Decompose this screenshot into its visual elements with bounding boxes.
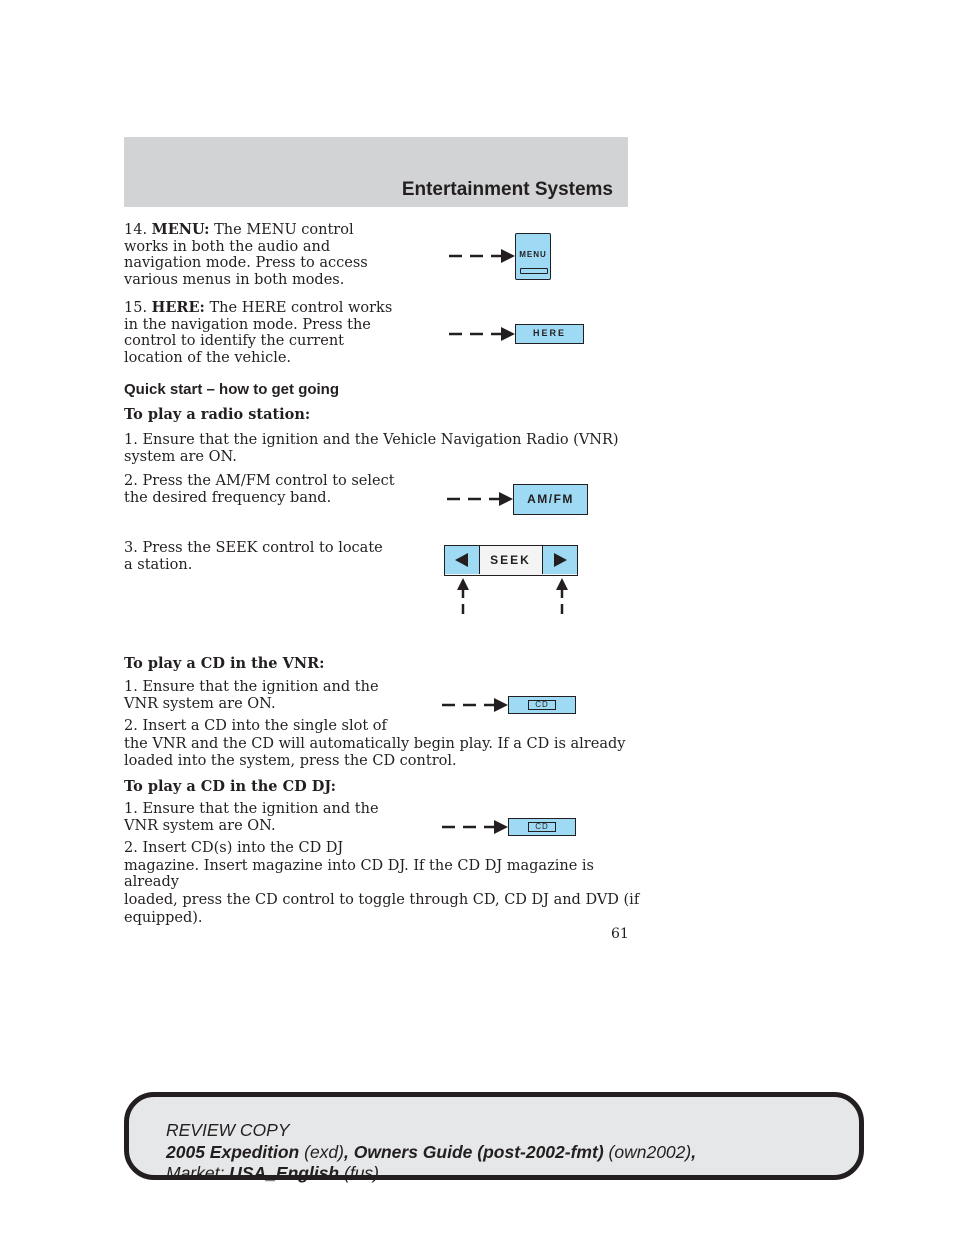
arrow-icon [449,326,515,342]
triangle-left-icon [445,546,479,574]
arrow-icon [447,491,513,507]
arrow-up-icon [455,576,471,620]
document-info: 2005 Expedition (exd), Owners Guide (post-2002-fmt) (own2002), [166,1142,697,1162]
cd-vnr-steps: 1. Ensure that the ignition and the VNR system are ON. 2. Insert a CD into the single slot of the VNR and the CD will automatically begin play. If a CD is already loaded into the system, press the CD control. [124,679,626,770]
amfm-button[interactable]: AM/FM [513,484,588,515]
menu-description: 14. MENU: The MENU control works in both the audio and navigation mode. Press to access various menus in both modes. [124,221,368,288]
review-copy-box [124,1092,864,1183]
market-info: Market: USA_English (fus) [166,1163,379,1183]
arrow-icon [442,697,508,713]
cd-button[interactable]: CD [508,696,576,714]
cd-button[interactable]: CD [508,818,576,836]
cd-dj-steps: 1. Ensure that the ignition and the VNR system are ON. 2. Insert CD(s) into the CD DJ magazine. Insert magazine into CD DJ. If the CD DJ magazine is already loaded, press the CD control to toggle through CD, CD DJ and DVD (if equipped). [124,801,640,926]
button-slot [520,268,548,274]
section-title: Entertainment Systems [401,179,613,200]
seek-label: SEEK [490,553,531,567]
arrow-icon [449,248,515,264]
arrow-up-icon [554,576,570,620]
radio-step1: 1. Ensure that the ignition and the Vehicle Navigation Radio (VNR) system are ON. [124,432,619,465]
arrow-icon [442,819,508,835]
menu-button[interactable]: MENU [515,233,551,280]
review-copy-label: REVIEW COPY [166,1120,290,1140]
cd-vnr-heading: To play a CD in the VNR: [124,655,325,672]
seek-up-button[interactable] [542,546,577,574]
page-number: 61 [611,926,629,942]
section-header [124,137,628,207]
here-button[interactable]: HERE [515,324,584,344]
seek-down-button[interactable] [445,546,480,574]
cd-dj-heading: To play a CD in the CD DJ: [124,778,336,795]
seek-control [444,545,578,576]
triangle-right-icon [543,546,577,574]
radio-step2: 2. Press the AM/FM control to select the desired frequency band. [124,473,395,506]
radio-step3: 3. Press the SEEK control to locate a station. [124,540,383,573]
here-description: 15. HERE: The HERE control works in the navigation mode. Press the control to identify the current location of the vehicle. [124,299,393,366]
quick-start-heading: Quick start – how to get going [124,381,340,398]
radio-heading: To play a radio station: [124,406,311,423]
